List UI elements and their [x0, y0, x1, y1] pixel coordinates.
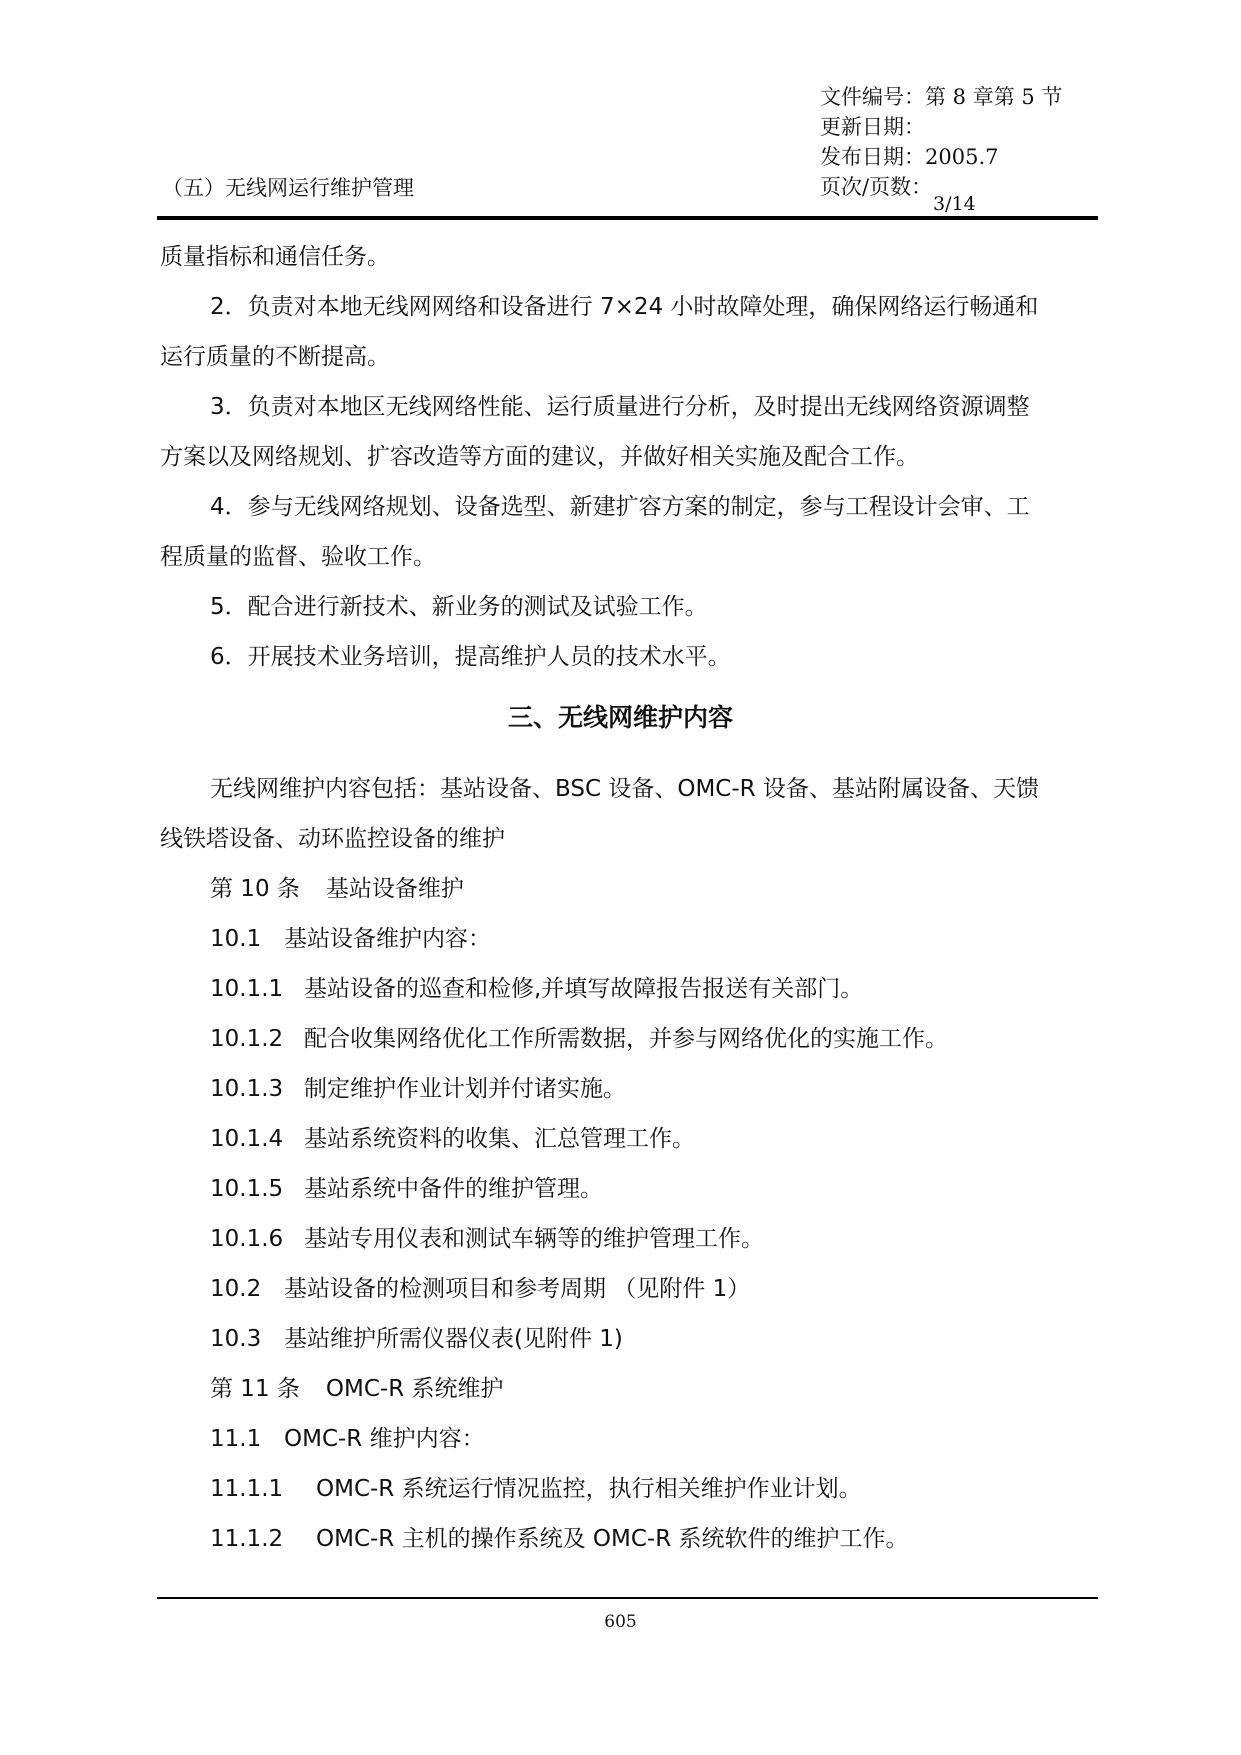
document-meta	[820, 82, 1062, 202]
clause-11-1-1	[210, 1464, 862, 1514]
page-count: 3/14	[933, 193, 976, 215]
clause-number: 10.2	[210, 1276, 262, 1302]
item-6: 6．开展技术业务培训，提高维护人员的技术水平。	[210, 644, 731, 670]
clause-text: OMC-R 主机的操作系统及 OMC-R 系统软件的维护工作。	[316, 1526, 909, 1552]
page-label: 页次/页数：	[820, 175, 933, 199]
clause-text: 基站系统资料的收集、汇总管理工作。	[304, 1126, 695, 1152]
article-10-number: 第 10 条	[210, 876, 300, 902]
article-11-title: OMC-R 系统维护	[325, 1376, 504, 1402]
clause-10-1-5	[210, 1164, 603, 1214]
item-5: 5．配合进行新技术、新业务的测试及试验工作。	[210, 594, 708, 620]
update-date: 更新日期：	[820, 115, 925, 139]
clause-text: 基站设备的检测项目和参考周期 （见附件 1）	[284, 1276, 751, 1302]
clause-text: 配合收集网络优化工作所需数据，并参与网络优化的实施工作。	[304, 1026, 948, 1052]
item-2-line-2: 运行质量的不断提高。	[160, 344, 390, 370]
clause-10-2	[210, 1264, 750, 1314]
clause-text: 基站设备维护内容：	[284, 926, 491, 952]
clause-10-1-2	[210, 1014, 948, 1064]
clause-text: 基站设备的巡查和检修,并填写故障报告报送有关部门。	[304, 976, 864, 1002]
clause-10-1-4	[210, 1114, 695, 1164]
section-title: （五）无线网运行维护管理	[162, 176, 414, 200]
clause-number: 10.1.5	[210, 1176, 284, 1202]
continued-text: 质量指标和通信任务。	[160, 244, 390, 270]
clause-10-1	[210, 914, 491, 964]
clause-11-1-2	[210, 1514, 909, 1564]
clause-text: OMC-R 维护内容：	[284, 1426, 485, 1452]
footer-rule	[157, 1597, 1098, 1599]
clause-number: 10.1.4	[210, 1126, 284, 1152]
clause-text: 基站维护所需仪器仪表(见附件 1)	[284, 1326, 623, 1352]
doc-number: 文件编号：第 8 章第 5 节	[820, 85, 1063, 109]
clause-number: 11.1.2	[210, 1526, 284, 1552]
article-10-heading	[210, 864, 464, 914]
clause-number: 10.1	[210, 926, 262, 952]
item-3-line-1: 3．负责对本地区无线网络性能、运行质量进行分析，及时提出无线网络资源调整	[210, 394, 1030, 420]
clause-11-1	[210, 1414, 485, 1464]
section-heading: 三、无线网维护内容	[507, 703, 733, 732]
item-4-line-2: 程质量的监督、验收工作。	[160, 544, 436, 570]
item-4-line-1: 4．参与无线网络规划、设备选型、新建扩容方案的制定，参与工程设计会审、工	[210, 494, 1030, 520]
clause-number: 11.1.1	[210, 1476, 284, 1502]
clause-text: OMC-R 系统运行情况监控，执行相关维护作业计划。	[316, 1476, 862, 1502]
article-11-number: 第 11 条	[210, 1376, 300, 1402]
header-rule	[157, 216, 1098, 220]
clause-text: 基站系统中备件的维护管理。	[304, 1176, 603, 1202]
clause-10-1-3	[210, 1064, 626, 1114]
intro-line-1: 无线网维护内容包括：基站设备、BSC 设备、OMC-R 设备、基站附属设备、天馈	[210, 776, 1039, 802]
clause-text: 制定维护作业计划并付诸实施。	[304, 1076, 626, 1102]
publish-date: 发布日期：2005.7	[820, 145, 999, 169]
page-number: 605	[604, 1612, 637, 1632]
intro-line-2: 线铁塔设备、动环监控设备的维护	[160, 826, 505, 852]
clause-number: 10.1.1	[210, 976, 284, 1002]
clause-10-1-6	[210, 1214, 764, 1264]
clause-number: 10.1.6	[210, 1226, 284, 1252]
clause-number: 10.3	[210, 1326, 262, 1352]
clause-number: 11.1	[210, 1426, 262, 1452]
item-3-line-2: 方案以及网络规划、扩容改造等方面的建议，并做好相关实施及配合工作。	[160, 444, 919, 470]
clause-10-1-1	[210, 964, 863, 1014]
clause-10-3	[210, 1314, 623, 1364]
item-2-line-1: 2．负责对本地无线网网络和设备进行 7×24 小时故障处理，确保网络运行畅通和	[210, 294, 1039, 320]
article-10-title: 基站设备维护	[325, 876, 464, 902]
clause-number: 10.1.3	[210, 1076, 284, 1102]
clause-number: 10.1.2	[210, 1026, 284, 1052]
article-11-heading	[210, 1364, 504, 1414]
clause-text: 基站专用仪表和测试车辆等的维护管理工作。	[304, 1226, 764, 1252]
